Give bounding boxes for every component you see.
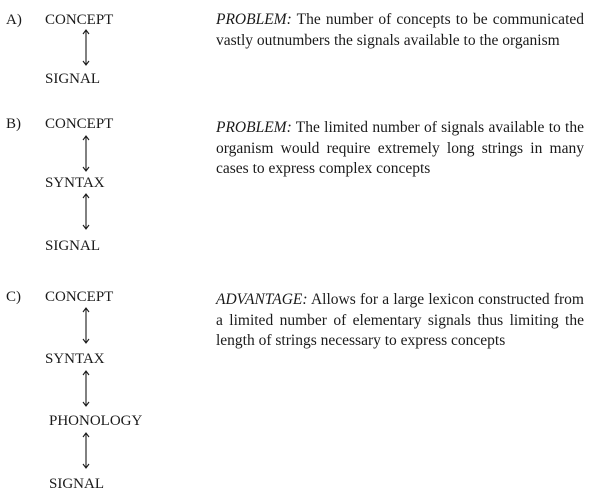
bidirectional-arrow-icon [81, 432, 91, 469]
node-signal: SIGNAL [45, 238, 100, 254]
bidirectional-arrow-icon [81, 29, 91, 66]
section-marker: A) [6, 12, 22, 28]
bidirectional-arrow-icon [81, 193, 91, 230]
description-lead: ADVANTAGE: [216, 291, 308, 308]
node-syntax: SYNTAX [45, 175, 105, 191]
section-marker: B) [6, 116, 21, 132]
node-syntax: SYNTAX [45, 351, 105, 367]
description-text: Allows for a large lexicon constructed from a limited number of elementary signals thus limiting the length of strings necessary to express concepts [216, 291, 584, 349]
bidirectional-arrow-icon [81, 370, 91, 407]
section-description [216, 118, 584, 180]
node-concept: CONCEPT [45, 289, 114, 305]
bidirectional-arrow-icon [81, 135, 91, 172]
node-concept: CONCEPT [45, 116, 114, 132]
section-marker: C) [6, 289, 21, 305]
node-signal: SIGNAL [45, 71, 100, 87]
description-lead: PROBLEM: [216, 11, 292, 28]
node-phonology: PHONOLOGY [49, 413, 143, 429]
node-concept: CONCEPT [45, 12, 114, 28]
description-lead: PROBLEM: [216, 119, 292, 136]
section-description [216, 10, 584, 51]
section-description [216, 290, 584, 352]
description-text: The number of concepts to be communicated vastly outnumbers the signals available to the organism [216, 11, 584, 49]
bidirectional-arrow-icon [81, 307, 91, 344]
node-signal: SIGNAL [49, 476, 104, 492]
description-text: The limited number of signals available to the organism would require extremely long strings in many cases to express complex concepts [216, 119, 584, 177]
